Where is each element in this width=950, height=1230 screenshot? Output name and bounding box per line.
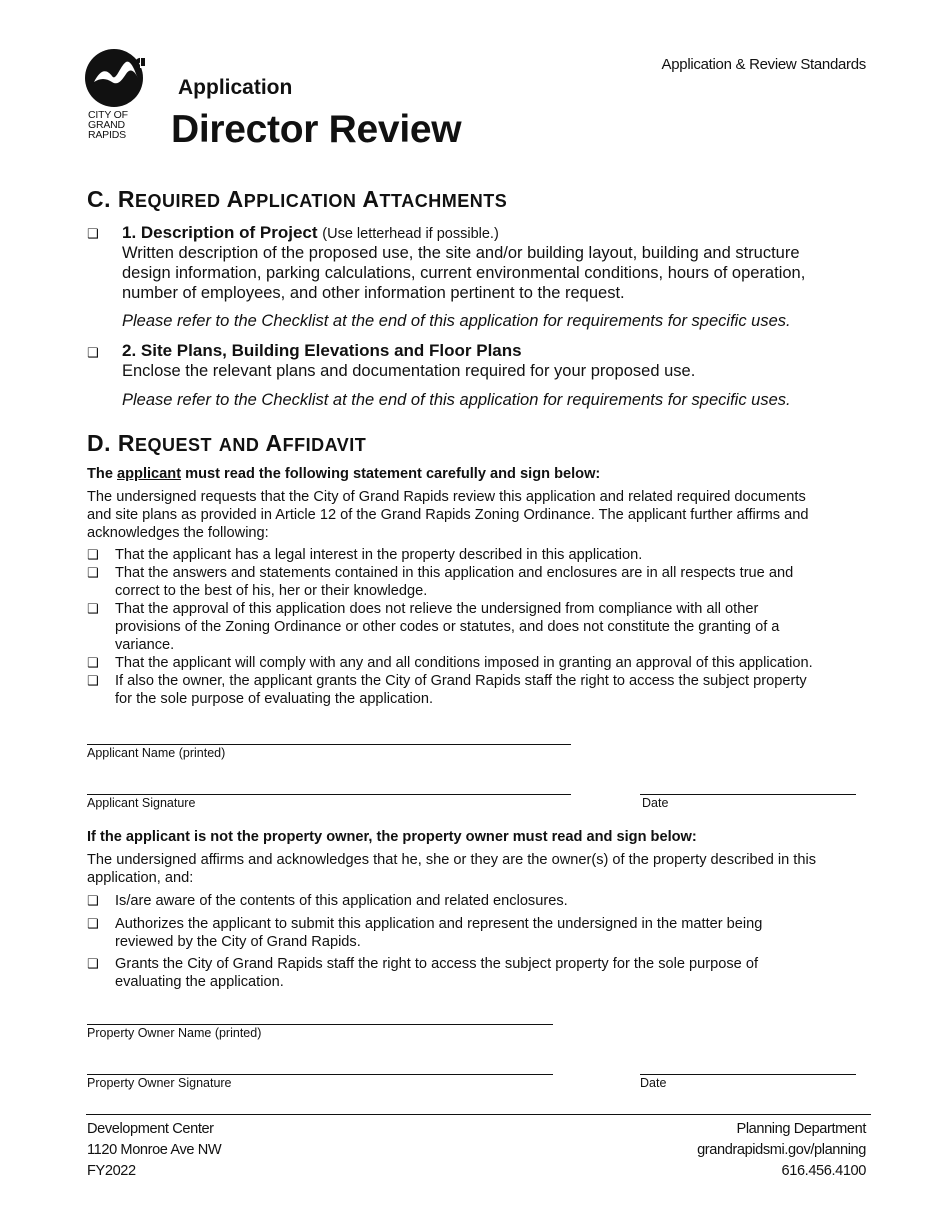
- intro-line: application, and:: [87, 870, 194, 886]
- applicant-date-field[interactable]: [640, 794, 856, 795]
- checkbox[interactable]: ❑: [87, 917, 99, 932]
- footer-line: Planning Department: [736, 1121, 866, 1137]
- description-line: Written description of the proposed use, the site and/or building layout, building and structure: [122, 244, 800, 262]
- checkbox[interactable]: ❑: [87, 227, 99, 242]
- affirmation-text: variance.: [115, 637, 175, 653]
- heading-word: AND: [218, 435, 260, 455]
- owner-intro: [87, 851, 877, 887]
- item-title-text: 1. Description of Project: [122, 223, 318, 242]
- owner-affirmation-item: [87, 955, 867, 991]
- affirmation-text: correct to the best of his, her or their knowledge.: [115, 583, 428, 599]
- item-description: Enclose the relevant plans and documentation required for your proposed use.: [122, 362, 696, 380]
- heading-initial: R: [117, 430, 136, 456]
- footer-line: Development Center: [87, 1121, 214, 1137]
- checklist-reference: Please refer to the Checklist at the end of this application for requirements for specific uses.: [122, 312, 791, 330]
- footer-right: [697, 1119, 866, 1182]
- description-line: number of employees, and other information pertinent to the request.: [122, 284, 625, 302]
- heading-word: TTACHMENTS: [379, 191, 508, 211]
- affirmation-text: That the approval of this application does not relieve the undersigned from compliance with all other: [115, 601, 759, 617]
- heading-word: FFIDAVIT: [282, 435, 367, 455]
- checklist-reference: Please refer to the Checklist at the end of this application for requirements for specific uses.: [122, 391, 791, 409]
- owner-instruction: If the applicant is not the property owner, the property owner must read and sign below:: [87, 829, 697, 845]
- affirmation-text: provisions of the Zoning Ordinance or other codes or statutes, and does not constitute the granting of a: [115, 619, 780, 635]
- checkbox[interactable]: ❑: [87, 894, 99, 909]
- applicant-intro: [87, 488, 877, 542]
- section-letter: C.: [87, 186, 111, 212]
- affirmation-text: for the sole purpose of evaluating the application.: [115, 691, 434, 707]
- instruction-text: The: [87, 466, 117, 482]
- owner-date-field[interactable]: [640, 1074, 856, 1075]
- description-line: design information, parking calculations, current environmental conditions, hours of operation,: [122, 264, 806, 282]
- applicant-name-label: Applicant Name (printed): [87, 746, 226, 760]
- owner-signature-field[interactable]: [87, 1074, 553, 1075]
- document-category: Application & Review Standards: [661, 56, 866, 73]
- heading-word: EQUEST: [135, 435, 213, 455]
- checkbox[interactable]: ❑: [87, 346, 99, 361]
- owner-name-field[interactable]: [87, 1024, 553, 1025]
- item-note: (Use letterhead if possible.): [322, 226, 499, 242]
- page-subtitle: Application: [178, 76, 293, 99]
- footer-divider: [86, 1114, 871, 1115]
- intro-line: acknowledges the following:: [87, 525, 269, 541]
- logo-text-line: GRAND: [88, 119, 125, 131]
- affirmation-text: If also the owner, the applicant grants the City of Grand Rapids staff the right to access the subject property: [115, 673, 807, 689]
- logo-text-line: CITY OF: [88, 109, 128, 121]
- checkbox[interactable]: ❑: [87, 548, 99, 563]
- item-description: [122, 243, 862, 303]
- checkbox[interactable]: ❑: [87, 602, 99, 617]
- attachment-item-title: 2. Site Plans, Building Elevations and Floor Plans: [122, 341, 522, 360]
- applicant-date-label: Date: [642, 796, 669, 810]
- affirmation-text: Grants the City of Grand Rapids staff the right to access the subject property for the sole purpose of: [115, 956, 759, 972]
- intro-line: The undersigned requests that the City of Grand Rapids review this application and related required documents: [87, 489, 806, 505]
- footer-line: FY2022: [87, 1163, 136, 1179]
- affirmation-text: evaluating the application.: [115, 974, 284, 990]
- heading-initial: A: [265, 430, 283, 456]
- city-logo: [84, 48, 148, 148]
- affirmation-item: [87, 564, 867, 600]
- affirmation-item: [87, 546, 867, 564]
- affirmation-text: That the answers and statements contained in this application and enclosures are in all respects true and: [115, 565, 794, 581]
- owner-date-label: Date: [640, 1076, 667, 1090]
- page-title: Director Review: [171, 108, 462, 151]
- applicant-instruction: [87, 466, 600, 482]
- owner-affirmation-item: [87, 915, 867, 951]
- heading-word: EQUIRED: [135, 191, 221, 211]
- checkbox[interactable]: ❑: [87, 957, 99, 972]
- footer-link[interactable]: grandrapidsmi.gov/planning: [697, 1142, 866, 1158]
- checkbox[interactable]: ❑: [87, 656, 99, 671]
- footer-line: 616.456.4100: [781, 1163, 866, 1179]
- affirmation-text: Is/are aware of the contents of this application and related enclosures.: [115, 893, 568, 909]
- owner-signature-label: Property Owner Signature: [87, 1076, 232, 1090]
- applicant-name-field[interactable]: [87, 744, 571, 745]
- checkbox[interactable]: ❑: [87, 674, 99, 689]
- owner-affirmation-item: [87, 892, 867, 910]
- owner-name-label: Property Owner Name (printed): [87, 1026, 262, 1040]
- logo-text-line: RAPIDS: [88, 129, 126, 141]
- section-letter: D.: [87, 430, 111, 456]
- city-seal-icon: [84, 48, 148, 110]
- intro-line: and site plans as provided in Article 12 of the Grand Rapids Zoning Ordinance. The applicant further affirms and: [87, 507, 809, 523]
- affirmation-item: [87, 672, 867, 708]
- affirmation-item: [87, 654, 867, 672]
- intro-line: The undersigned affirms and acknowledges that he, she or they are the owner(s) of the property described in this: [87, 852, 817, 868]
- affirmation-text: That the applicant will comply with any and all conditions imposed in granting an approval of this application.: [115, 655, 813, 671]
- checkbox[interactable]: ❑: [87, 566, 99, 581]
- footer-left: [87, 1119, 221, 1182]
- section-c-heading: [87, 186, 507, 213]
- applicant-signature-label: Applicant Signature: [87, 796, 196, 810]
- heading-initial: R: [117, 186, 136, 212]
- heading-initial: A: [362, 186, 380, 212]
- heading-initial: A: [226, 186, 244, 212]
- instruction-underlined: applicant: [117, 466, 182, 482]
- logo-text: [88, 110, 128, 140]
- affirmation-text: That the applicant has a legal interest in the property described in this application.: [115, 547, 643, 563]
- affirmation-text: reviewed by the City of Grand Rapids.: [115, 934, 361, 950]
- section-d-heading: [87, 430, 366, 457]
- affirmation-item: [87, 600, 867, 654]
- instruction-text: must read the following statement carefully and sign below:: [181, 466, 601, 482]
- footer-line: 1120 Monroe Ave NW: [87, 1142, 222, 1158]
- applicant-signature-field[interactable]: [87, 794, 571, 795]
- affirmation-text: Authorizes the applicant to submit this application and represent the undersigned in the matter being: [115, 916, 763, 932]
- heading-word: PPLICATION: [243, 191, 357, 211]
- attachment-item-title: [122, 223, 499, 243]
